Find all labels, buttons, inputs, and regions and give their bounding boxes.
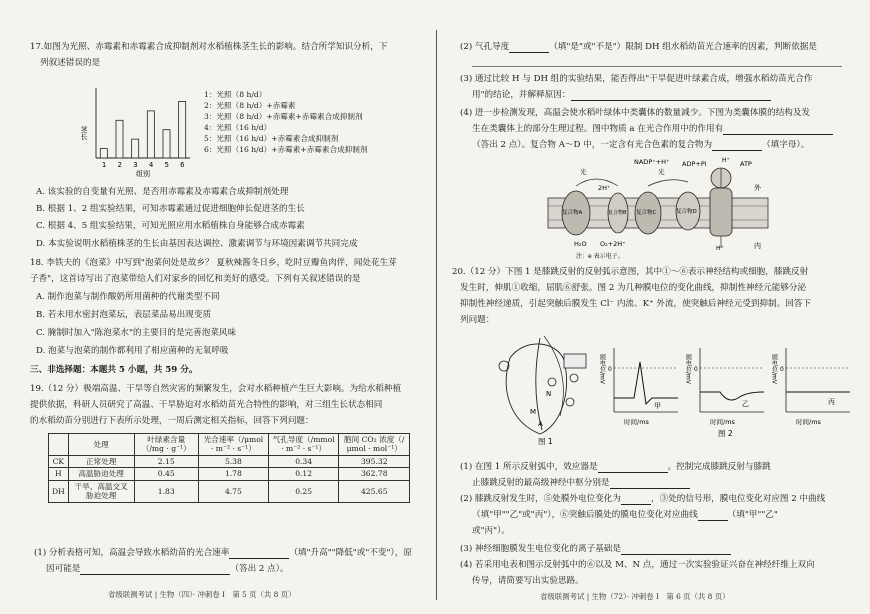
legend-entry: 1：光照（8 h/d） — [204, 90, 267, 99]
figure-2-caption: 图 2 — [718, 429, 733, 438]
thylakoid-membrane-diagram — [540, 156, 780, 260]
figure-1-caption: 图 1 — [538, 437, 553, 446]
x-tick-label: 3 — [133, 161, 138, 169]
x-axis-label: 时间/ms — [624, 418, 649, 426]
q19-sub-4-text-d: （填字母）。 — [762, 140, 810, 150]
bar-group-6 — [179, 101, 186, 158]
q19-sub-2-text-b: （填"是"或"不是"）限制 DH 组水稻幼苗光合速率的因素，判断依据是 — [549, 42, 817, 52]
zero-tick: 0 — [608, 366, 612, 373]
q19-sub-4: (4) 进一步检测发现，高温会使水稻叶绿体中类囊体的数量减少。下图为类囊体膜的结构及发 — [460, 108, 811, 118]
q19-line-2: 提供依据，科研人员研究了高温、干旱胁迫对水稻幼苗光合特性的影响，对三组生长状态相同 — [30, 400, 383, 410]
table-header-row — [49, 434, 410, 456]
q17-bar-chart — [78, 80, 198, 180]
answer-blank[interactable] — [571, 92, 771, 101]
bar-group-2 — [116, 120, 123, 158]
answer-blank[interactable] — [723, 126, 833, 135]
q20-sub-2-cont — [472, 510, 778, 521]
water-label: H₂O — [574, 240, 587, 248]
membrane-potential-figure — [600, 342, 850, 438]
table-cell: 正常处理 — [68, 455, 134, 467]
table-cell: 0.12 — [268, 468, 339, 480]
table-cell: 395.32 — [339, 455, 410, 467]
q19-line-1: 19.（12 分）极端高温、干旱等自然灾害的频繁发生，会对水稻种植产生巨大影响。为给水稻种植 — [30, 384, 402, 394]
q20-sub-2-text-c: （填"甲""乙"或"丙"），⑥突触后膜处的膜电位变化对应曲线 — [472, 510, 698, 520]
table-cell: 362.78 — [339, 468, 410, 480]
q20-line-3: 抑制性神经递质，引起突触后膜发生 Cl⁻ 内流、K⁺ 外流，使突触后神经元受到抑制。回答下 — [460, 299, 811, 309]
table-cell: 0.25 — [268, 480, 339, 502]
legend-entry: 4：光照（16 h/d） — [204, 123, 272, 132]
table-cell: 1.83 — [134, 480, 198, 502]
table-row — [49, 455, 410, 467]
footer-left: 省级联测考试 | 生物（四）· 冲刺卷 Ⅰ 第 5 页（共 8 页） — [108, 590, 296, 599]
table-header-cell: 处理 — [68, 434, 134, 456]
bar-group-3 — [132, 139, 139, 158]
x-axis-label: 时间/ms — [796, 418, 821, 426]
graph-bing — [771, 348, 851, 426]
q20-sub-4: (4) 若采用电表和图示反射弧中的⑥以及 M、N 点，通过一次实验验证兴奋在神经纤维上双向 — [460, 560, 815, 570]
complex-a-label: 复合物A — [562, 210, 583, 216]
q17-legend — [204, 89, 367, 155]
x-axis-label: 时间/ms — [710, 418, 735, 426]
table-cell: 5.38 — [198, 455, 268, 467]
x-axis-label: 组别 — [136, 170, 150, 178]
structure-circle-2 — [570, 374, 578, 382]
curve-yi-label: 乙 — [742, 400, 749, 408]
q20-sub-1-text-c: 止膝跳反射的最高级神经中枢分别是 — [472, 478, 610, 488]
table-cell: 4.75 — [198, 480, 268, 502]
outer-side-label: 外 — [754, 184, 761, 192]
point-n-label: N — [546, 390, 552, 398]
legend-entry: 6：光照（16 h/d）+赤霉素+赤霉素合成抑制剂 — [204, 145, 368, 154]
footer-right: 省级联测考试 | 生物（72）· 冲刺卷 Ⅰ 第 6 页（共 8 页） — [540, 592, 730, 601]
table-cell: 高温胁迫处理 — [68, 468, 134, 480]
structure-circle-4 — [566, 398, 574, 406]
q18-option-a: A. 制作泡菜与制作酸奶所用菌种的代谢类型不同 — [36, 292, 220, 302]
answer-blank[interactable] — [229, 550, 289, 559]
complex-b-label: 复合物B — [608, 210, 627, 216]
q20-sub-1-cont — [472, 478, 690, 489]
answer-blank[interactable] — [698, 512, 728, 521]
table-row — [49, 468, 410, 480]
y-axis-label: 膜电位/mV — [684, 354, 692, 384]
q19-sub-3-cont — [472, 90, 771, 101]
q20-sub-2-text-b: ，③处的信号形，膜电位变化对应图 2 中曲线 — [651, 494, 826, 504]
q19-sub-1-text: (1) 分析表格可知，高温会导致水稻幼苗的光合速率 — [34, 548, 230, 558]
zero-tick: 0 — [780, 366, 784, 373]
q20-line-2: 发生时，伸肌①收缩，屈肌⑥舒张。图 2 为几种膜电位的变化曲线，抑制性神经元能够分泌 — [460, 283, 807, 293]
q19-sub-4-text-c: （答出 2 点）。复合物 A～D 中，一定含有光合色素的复合物为 — [472, 140, 713, 150]
q20-sub-4-cont: 传导，请简要写出实验思路。 — [472, 576, 584, 586]
answer-blank[interactable] — [610, 480, 690, 489]
q19-sub-4-cont — [472, 124, 833, 135]
q20-sub-1-text: (1) 在图 1 所示反射弧中，效应器是 — [460, 462, 598, 472]
table-cell: 425.65 — [339, 480, 410, 502]
q20-sub-2-text: (2) 膝跳反射发生时，⑤处膜外电位变化为 — [460, 494, 621, 504]
q20-line-1: 20.（12 分）下图 1 是膝跳反射的反射弧示意图，其中①～⑥表示神经结构或细胞，膝跳反射 — [452, 267, 809, 277]
complex-d-label: 复合物D — [676, 209, 697, 215]
q20-sub-3-text: (3) 神经细胞膜发生电位变化的离子基础是 — [460, 544, 621, 554]
q17-option-c: C. 根据 4、5 组实验结果，可知光照应用水稻植株自身能够合成赤霉素 — [36, 221, 305, 231]
x-tick-label: 6 — [180, 161, 185, 169]
x-tick-label: 5 — [164, 161, 169, 169]
answer-line[interactable] — [472, 66, 842, 67]
diagram-note: 注：e 表示电子。 — [576, 253, 624, 260]
light-label-2: 光 — [658, 168, 665, 176]
q19-line-3: 的水稻幼苗分别进行下表所示处理，一周后测定相关指标，回答下列问题： — [30, 416, 314, 426]
q19-sub-1 — [34, 548, 412, 559]
table-header-cell: 胞间 CO₂ 浓度（/μmol · mol⁻¹） — [339, 434, 410, 456]
answer-blank[interactable] — [712, 142, 762, 151]
h-ion-label: 2H⁺ — [598, 184, 611, 192]
answer-blank[interactable] — [621, 496, 651, 505]
q19-sub-1-text-b: （填"升高""降低"或"不变"），原 — [289, 548, 412, 558]
curve-jia-label: 甲 — [654, 402, 661, 410]
table-header-cell: 叶绿素含量（/mg · g⁻¹） — [134, 434, 198, 456]
answer-blank[interactable] — [509, 44, 549, 53]
nadp-label: NADP⁺+H⁺ — [634, 158, 670, 166]
point-a-label: A — [538, 420, 543, 428]
q18-option-c: C. 腌制时加入"陈泡菜水"的主要目的是完善泡菜风味 — [36, 328, 237, 338]
adp-label: ADP+Pi — [682, 160, 707, 168]
table-cell: H — [49, 468, 69, 480]
table-header-cell: 光合速率（/μmol · m⁻² · s⁻¹） — [198, 434, 268, 456]
q17-option-b: B. 根据 1、2 组实验结果，可知赤霉素通过促进细胞伸长促进茎的生长 — [36, 204, 305, 214]
inner-side-label: 内 — [754, 242, 761, 250]
table-cell: 干旱、高温交叉胁迫处理 — [68, 480, 134, 502]
q17-option-d: D. 本实验说明水稻植株茎的生长由基因表达调控、激素调节与环境因素调节共同完成 — [36, 239, 358, 249]
table-cell: 0.34 — [268, 455, 339, 467]
atp-label: ATP — [740, 160, 752, 168]
q19-data-table — [48, 433, 410, 503]
page-divider — [436, 30, 437, 600]
atp-synthase — [710, 188, 732, 236]
section-3-title: 三、非选择题：本题共 5 小题，共 59 分。 — [30, 365, 198, 375]
oxygen-label: O₂+2H⁺ — [600, 240, 626, 248]
q20-sub-2-text-d: （填"甲""乙" — [727, 510, 778, 520]
bar-group-4 — [147, 111, 154, 158]
q18-stem: 18. 李铁夫的《泡菜》中写到"泡菜何处是故乡？ 夏秋辣酱冬日乡，吃时豆瓣鱼肉伴，闻处花生芽 — [30, 258, 397, 268]
curve-bing-label: 丙 — [828, 398, 835, 406]
structure-circle-3 — [548, 378, 556, 386]
light-label-1: 光 — [580, 168, 587, 176]
q20-sub-1-text-b: 。控制完成膝跳反射与膝跳 — [667, 462, 771, 472]
answer-blank[interactable] — [80, 566, 230, 575]
q19-sub-3-text-b: 用"的结论，并解释原因： — [472, 90, 571, 100]
answer-blank[interactable] — [621, 546, 731, 555]
q19-sub-1-cont — [46, 564, 289, 575]
q20-line-4: 列问题： — [460, 315, 495, 325]
y-axis-label: 膜电位/mV — [770, 354, 778, 384]
q19-sub-3: (3) 通过比较 H 与 DH 组的实验结果，能否得出"干旱促进叶绿素合成，增强水稻幼苗光合作 — [460, 74, 813, 84]
q20-sub-2-cont-2: 或"丙"）。 — [472, 526, 510, 536]
q18-stem-2: 子香"，这首诗写出了泡菜带给人们对家乡的回忆和美好的感受。下列有关叙述错误的是 — [30, 274, 361, 284]
x-tick-label: 4 — [148, 161, 154, 169]
q18-option-b: B. 若未用水密封泡菜坛，表层菜品易出现变质 — [36, 310, 212, 320]
spinal-cord — [564, 354, 586, 368]
graph-yi — [685, 348, 765, 426]
table-header-cell — [49, 434, 69, 456]
legend-entry: 5：光照（16 h/d）+赤霉素合成抑制剂 — [204, 134, 339, 143]
q19-sub-2 — [460, 42, 817, 53]
q19-sub-1-text-d: （答出 2 点）。 — [230, 564, 289, 574]
h-ion-label-top: H⁺ — [722, 157, 730, 164]
nerve-fiber — [536, 338, 542, 430]
q19-sub-4-text-b: 生在类囊体上的部分生理过程。图中物质 a 在光合作用中的作用有 — [472, 124, 724, 134]
legend-entry: 2：光照（8 h/d）+赤霉素 — [204, 101, 296, 110]
zero-tick: 0 — [694, 366, 698, 373]
y-axis-label: 膜电位/mV — [598, 354, 606, 384]
q19-sub-2-text: (2) 气孔导度 — [460, 42, 510, 52]
q20-sub-3 — [460, 544, 731, 555]
x-tick-label: 1 — [101, 161, 107, 169]
q17-option-a: A. 该实验的自变量有光照、是否用赤霉素及赤霉素合成抑制剂处理 — [36, 187, 289, 197]
q20-sub-2 — [460, 494, 825, 505]
table-cell: 1.78 — [198, 468, 268, 480]
q17-stem-2: 列叙述错误的是 — [40, 58, 101, 68]
bar-group-5 — [163, 130, 170, 158]
table-header-cell: 气孔导度（/mmol · m⁻² · s⁻¹） — [268, 434, 339, 456]
table-cell: 2.15 — [134, 455, 198, 467]
q18-option-d: D. 泡菜与泡菜的制作都利用了相应菌种的无氧呼吸 — [36, 346, 229, 356]
graph-jia — [599, 348, 679, 426]
point-m-label: M — [530, 408, 537, 416]
x-tick-label: 2 — [117, 161, 122, 169]
h-ion-label-bottom: H⁺ — [716, 245, 724, 252]
q20-sub-1 — [460, 462, 771, 473]
complex-c-label: 复合物C — [636, 210, 657, 216]
table-cell: 0.45 — [134, 468, 198, 480]
table-cell: DH — [49, 480, 69, 502]
y-axis-label: 茎长 — [80, 126, 88, 140]
reflex-arc-figure — [490, 330, 600, 446]
table-cell: CK — [49, 455, 69, 467]
legend-entry: 3：光照（8 h/d）+赤霉素+赤霉素合成抑制剂 — [204, 112, 363, 121]
answer-blank[interactable] — [598, 464, 668, 473]
bar-group-1 — [100, 149, 107, 158]
table-row — [49, 480, 410, 502]
q19-sub-4-cont-2 — [472, 140, 809, 151]
electron-path — [576, 179, 688, 186]
q19-sub-1-text-c: 因可能是 — [46, 564, 81, 574]
q17-stem: 17.如图为光照、赤霉素和赤霉素合成抑制剂对水稻植株茎生长的影响。结合所学知识分析，下 — [30, 42, 388, 52]
